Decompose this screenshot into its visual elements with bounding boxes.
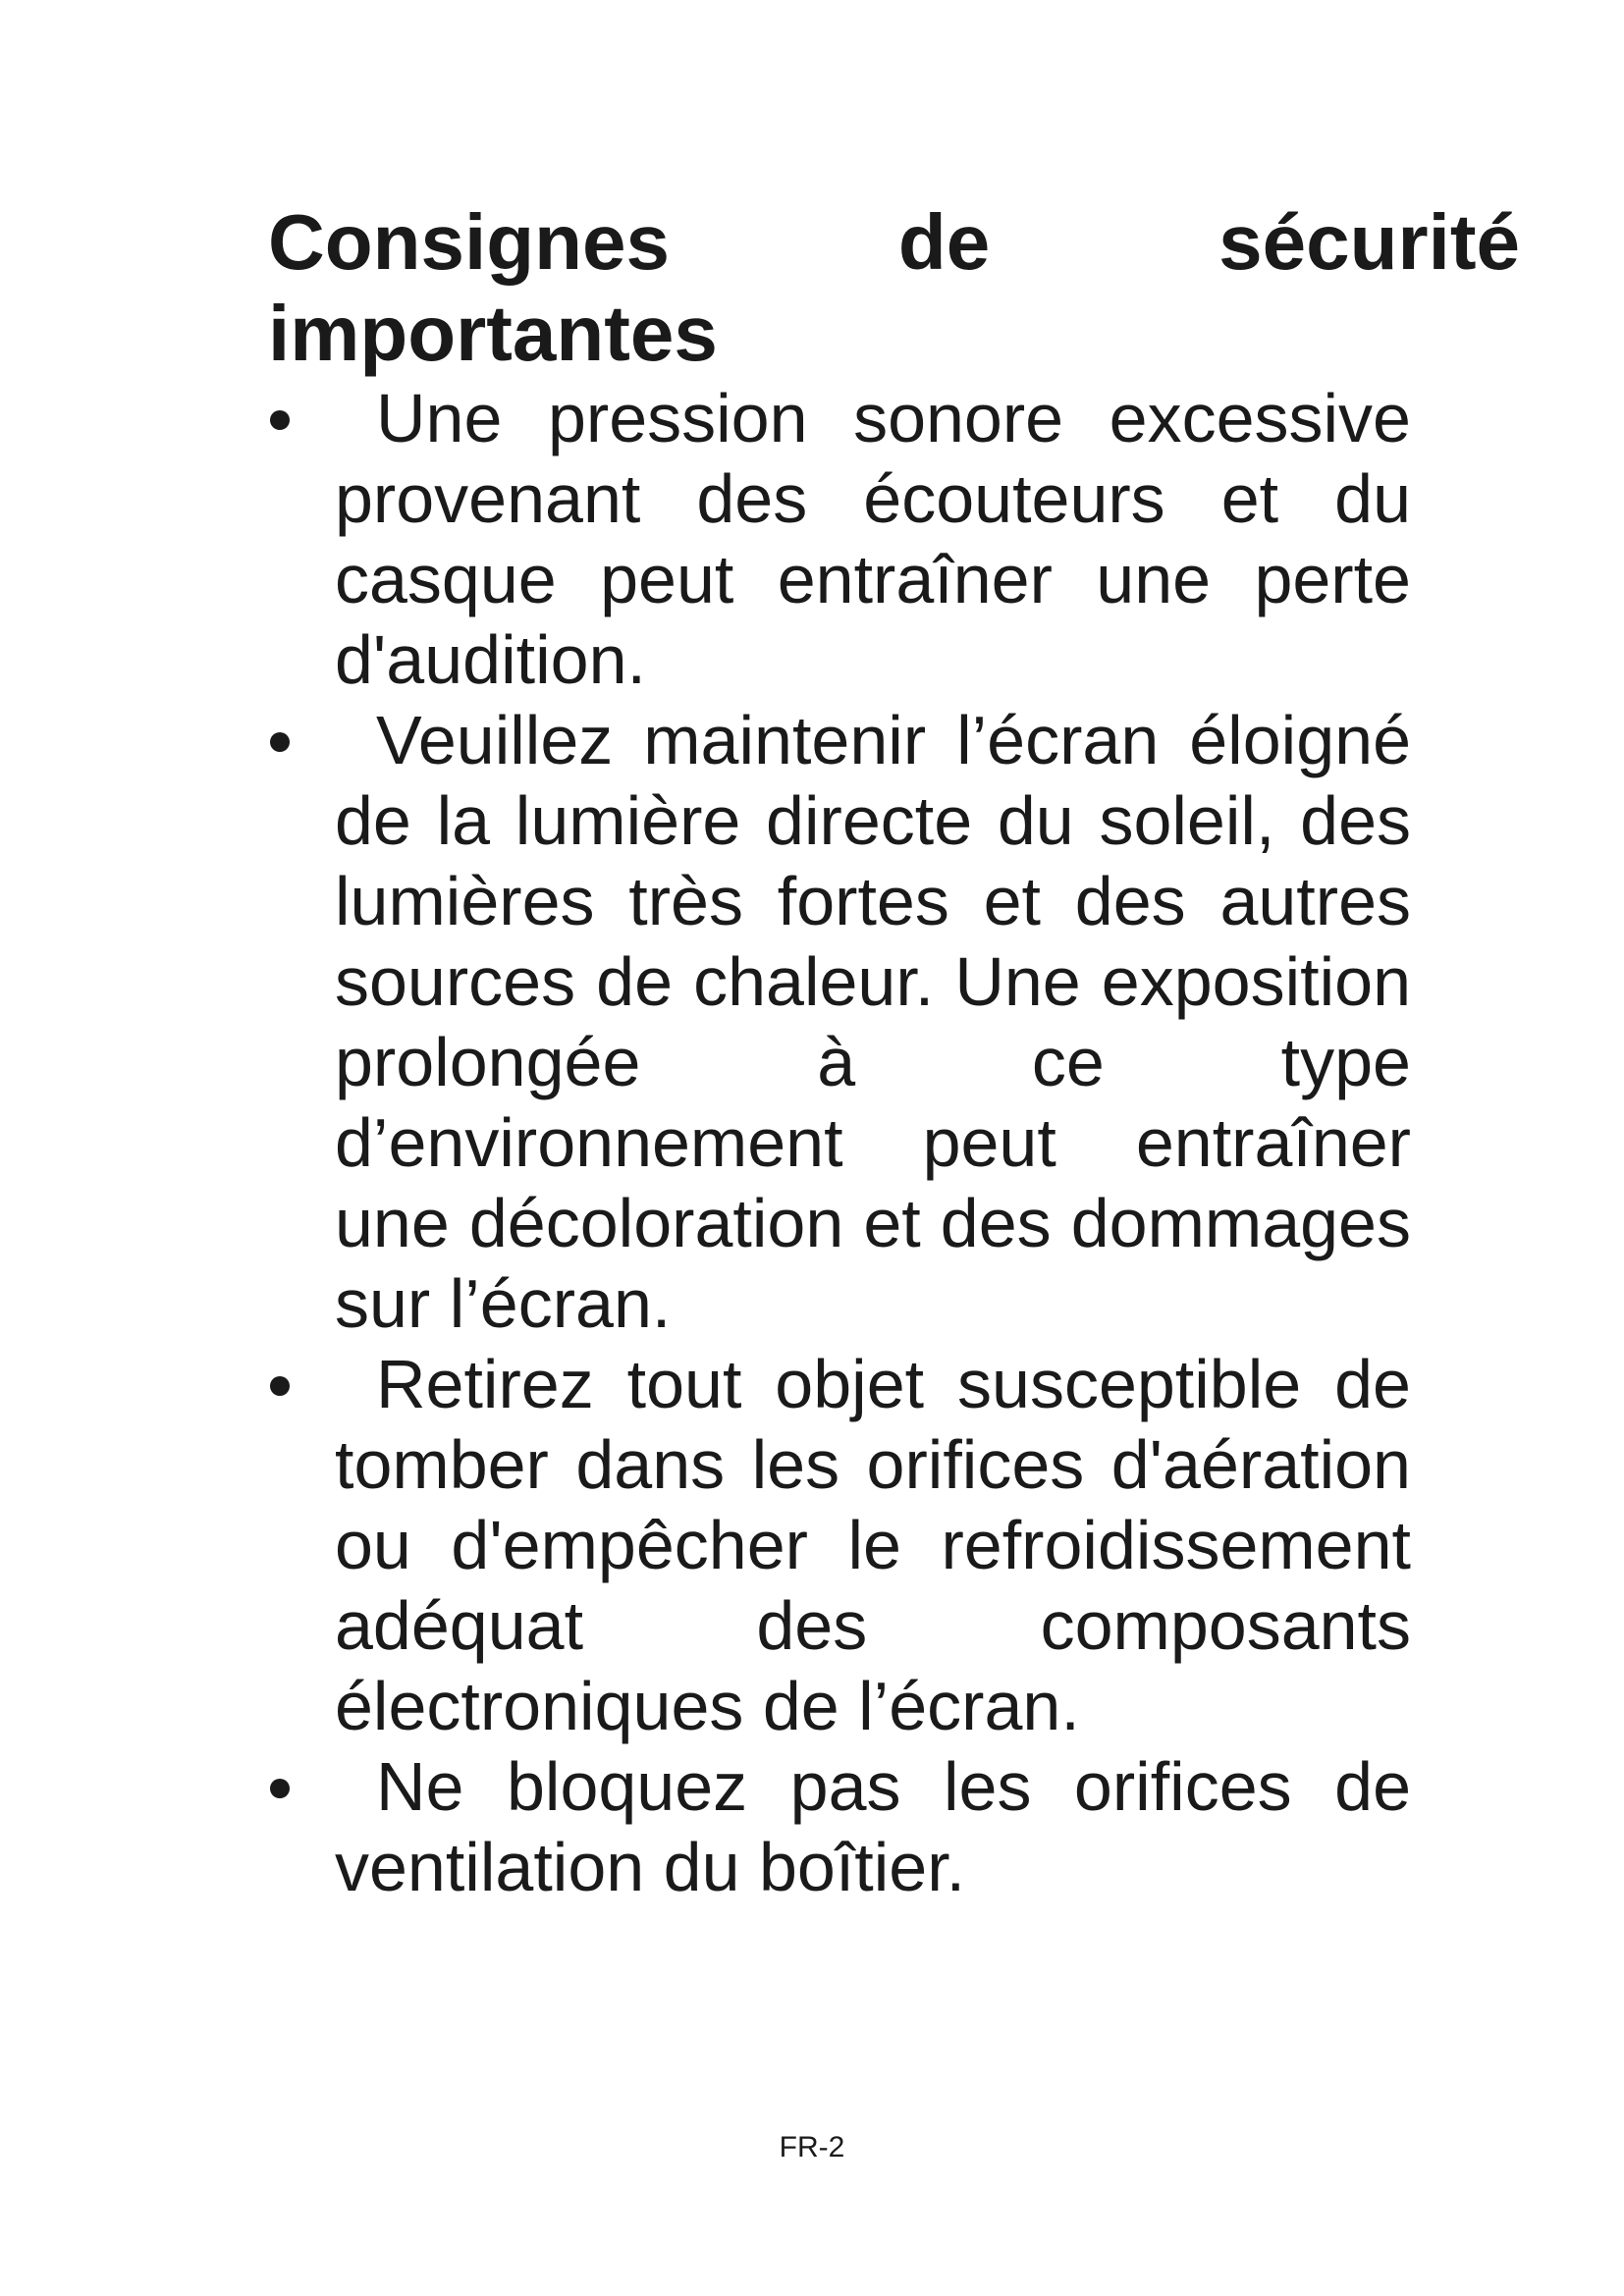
safety-instructions-list: [268, 378, 1411, 1907]
list-item: [268, 378, 1411, 700]
bullet-icon: [270, 732, 290, 752]
list-item-text: Veuillez maintenir l’écran éloigné de la lumière directe du soleil, des lumières très fortes et des autres sources de chaleur. Une exposition prolongée à ce type d’environnement peut entraîner une décoloration et des dommages sur l’écran.: [335, 702, 1411, 1342]
bullet-icon: [270, 1779, 290, 1798]
bullet-icon: [270, 1376, 290, 1396]
list-item-text: Retirez tout objet susceptible de tomber dans les orifices d'aération ou d'empêcher le refroidissement adéquat des composants électroniques de l’écran.: [335, 1346, 1411, 1744]
list-item: [268, 1746, 1411, 1907]
bullet-icon: [270, 410, 290, 430]
page-title: Consignes de sécurité importantes: [268, 198, 1520, 377]
page-number: FR-2: [779, 2131, 845, 2163]
list-item-text: Ne bloquez pas les orifices de ventilation du boîtier.: [335, 1748, 1411, 1905]
list-item: [268, 700, 1411, 1344]
list-item-text: Une pression sonore excessive provenant des écouteurs et du casque peut entraîner une perte d'audition.: [335, 380, 1411, 698]
list-item: [268, 1344, 1411, 1746]
